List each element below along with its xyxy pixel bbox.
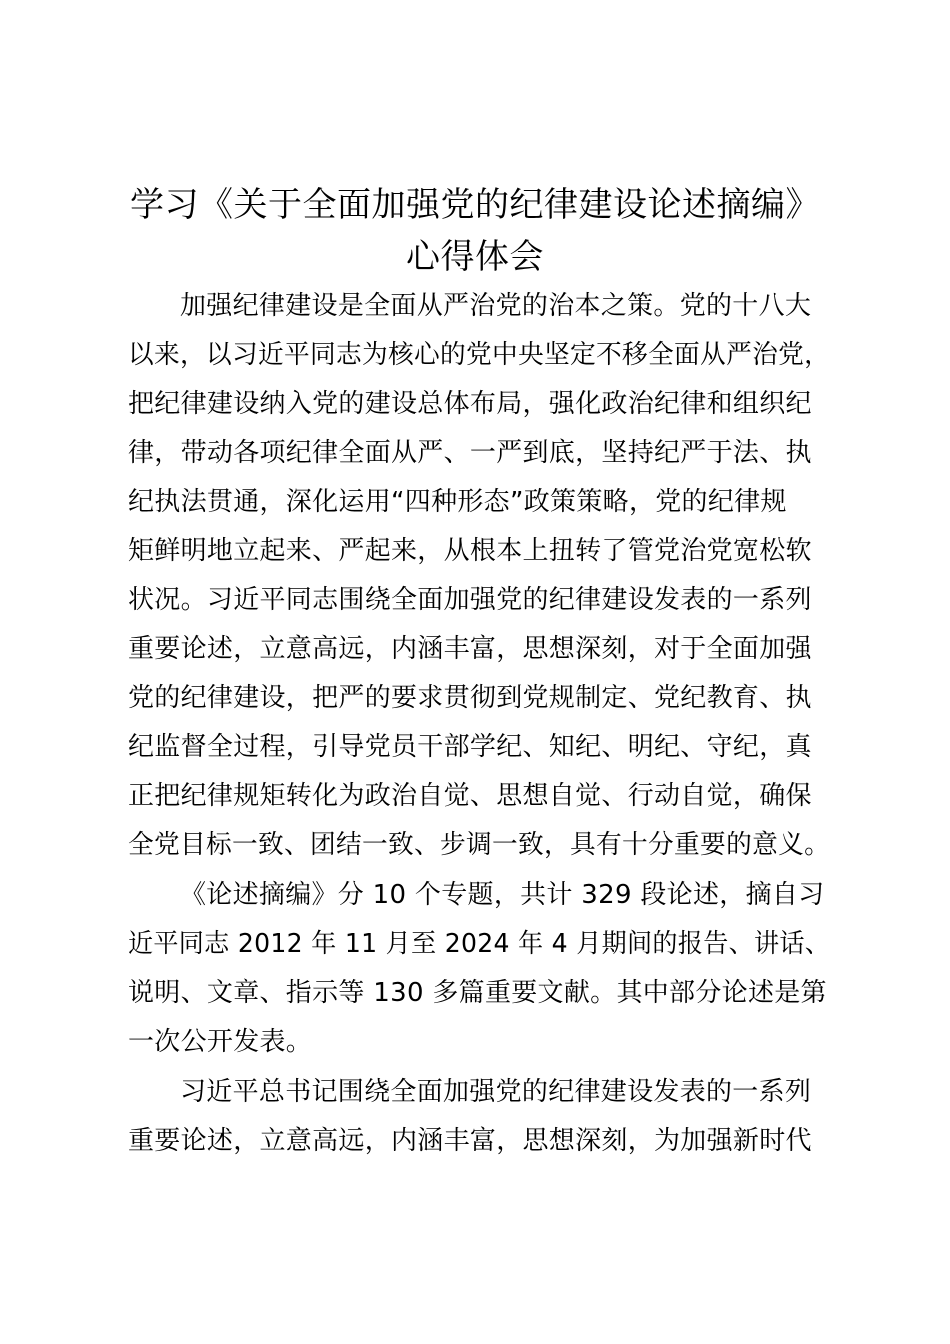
paragraph-1-line-10: 纪监督全过程，引导党员干部学纪、知纪、明纪、守纪，真	[128, 732, 812, 762]
paragraph-1-line-7: 状况。习近平同志围绕全面加强党的纪律建设发表的一系列	[128, 585, 812, 615]
paragraph-1-line-5: 纪执法贯通，深化运用“四种形态”政策策略，党的纪律规	[128, 487, 787, 517]
document-title-line-2: 心得体会	[406, 237, 544, 277]
document-title-line-1: 学习《关于全面加强党的纪律建设论述摘编》	[130, 185, 820, 225]
paragraph-2-line-2: 近平同志 2012 年 11 月至 2024 年 4 月期间的报告、讲话、	[128, 929, 831, 959]
paragraph-2-line-3: 说明、文章、指示等 130 多篇重要文献。其中部分论述是第	[128, 978, 827, 1008]
paragraph-1-line-12: 全党目标一致、团结一致、步调一致，具有十分重要的意义。	[128, 830, 831, 860]
paragraph-1-line-2: 以来，以习近平同志为核心的党中央坚定不移全面从严治党，	[128, 340, 831, 370]
paragraph-1-line-8: 重要论述，立意高远，内涵丰富，思想深刻，对于全面加强	[128, 634, 812, 664]
paragraph-2-line-4: 一次公开发表。	[128, 1027, 313, 1057]
paragraph-2-line-1: 《论述摘编》分 10 个专题，共计 329 段论述，摘自习	[180, 880, 825, 910]
paragraph-1-line-4: 律，带动各项纪律全面从严、一严到底，坚持纪严于法、执	[128, 438, 812, 468]
paragraph-3-line-2: 重要论述，立意高远，内涵丰富，思想深刻，为加强新时代	[128, 1126, 812, 1156]
paragraph-1-line-9: 党的纪律建设，把严的要求贯彻到党规制定、党纪教育、执	[128, 683, 812, 713]
paragraph-1-line-6: 矩鲜明地立起来、严起来，从根本上扭转了管党治党宽松软	[128, 536, 812, 566]
paragraph-1-line-3: 把纪律建设纳入党的建设总体布局，强化政治纪律和组织纪	[128, 389, 812, 419]
paragraph-1-line-11: 正把纪律规矩转化为政治自觉、思想自觉、行动自觉，确保	[128, 781, 812, 811]
paragraph-1-line-1: 加强纪律建设是全面从严治党的治本之策。党的十八大	[180, 291, 812, 321]
paragraph-3-line-1: 习近平总书记围绕全面加强党的纪律建设发表的一系列	[180, 1077, 812, 1107]
